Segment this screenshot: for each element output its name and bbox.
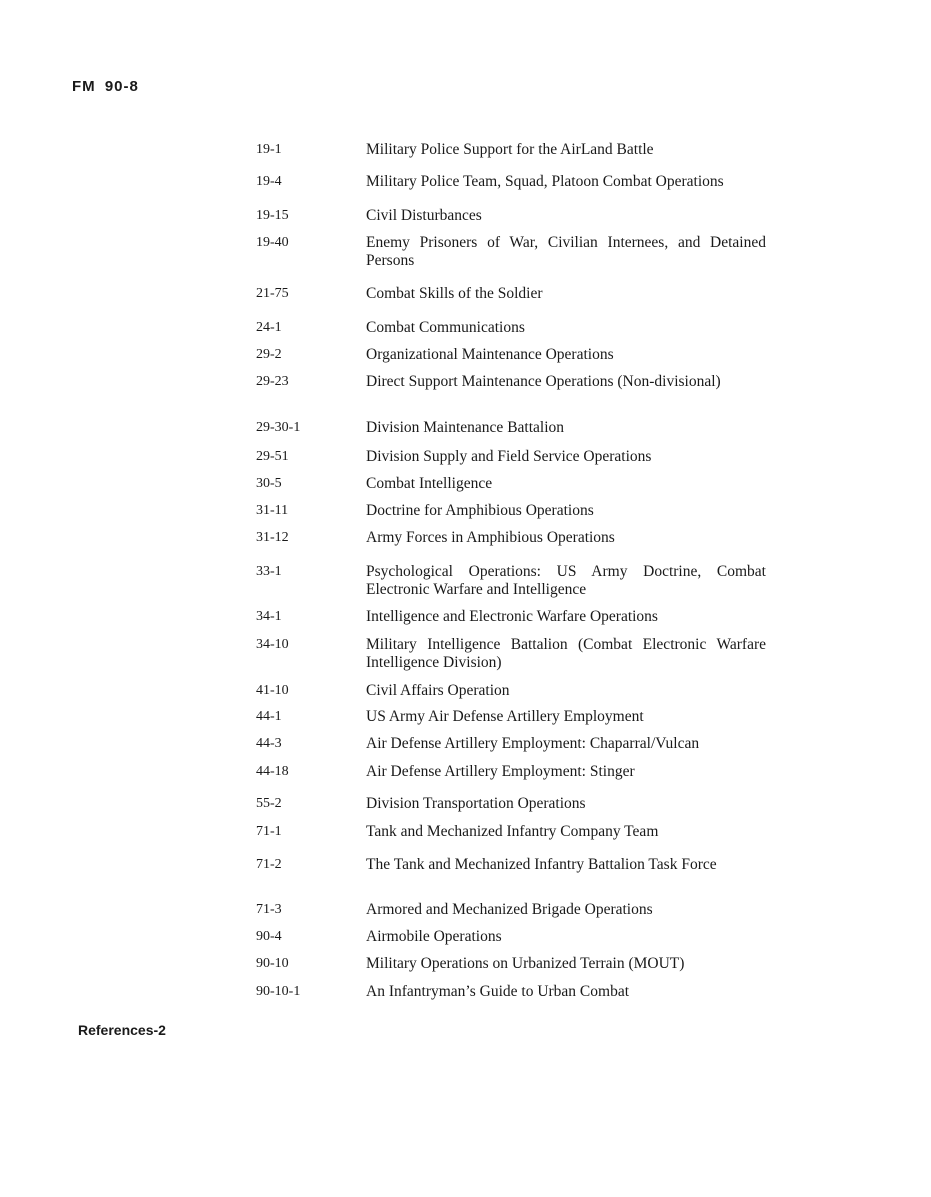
reference-title: Combat Communications [366, 319, 525, 336]
reference-title: Armored and Mechanized Brigade Operations [366, 901, 653, 918]
reference-title: Military Intelligence Battalion (Combat Electronic Warfare Intelligence Division) [366, 636, 766, 671]
reference-title: Division Transportation Operations [366, 795, 586, 812]
reference-number: 24-1 [256, 320, 282, 335]
reference-number: 44-3 [256, 736, 282, 751]
reference-title: The Tank and Mechanized Infantry Battalion Task Force [366, 856, 717, 873]
reference-number: 41-10 [256, 683, 289, 698]
page-header: FM 90-8 [72, 78, 139, 95]
reference-number: 90-4 [256, 929, 282, 944]
reference-title: Civil Disturbances [366, 207, 482, 224]
reference-title: Doctrine for Amphibious Operations [366, 502, 594, 519]
reference-number: 90-10 [256, 956, 289, 971]
reference-number: 90-10-1 [256, 984, 301, 999]
reference-number: 34-10 [256, 637, 289, 652]
reference-title: Combat Intelligence [366, 475, 493, 492]
reference-title: Air Defense Artillery Employment: Chaparral/Vulcan [366, 735, 700, 752]
reference-number: 71-2 [256, 857, 282, 872]
reference-title: Intelligence and Electronic Warfare Operations [366, 608, 658, 625]
reference-title: Military Police Support for the AirLand Battle [366, 141, 654, 158]
reference-title: Enemy Prisoners of War, Civilian Internees, and Detained Persons [366, 234, 766, 269]
reference-title: Direct Support Maintenance Operations (Non-divisional) [366, 373, 721, 390]
reference-number: 44-18 [256, 764, 289, 779]
reference-title: US Army Air Defense Artillery Employment [366, 708, 644, 725]
reference-number: 19-1 [256, 142, 282, 157]
reference-number: 33-1 [256, 564, 282, 579]
reference-number: 19-40 [256, 235, 289, 250]
reference-title: Army Forces in Amphibious Operations [366, 529, 615, 546]
reference-number: 29-30-1 [256, 420, 301, 435]
reference-number: 34-1 [256, 609, 282, 624]
reference-title: Division Maintenance Battalion [366, 419, 565, 436]
page-footer: References-2 [78, 1022, 166, 1038]
reference-number: 29-23 [256, 374, 289, 389]
reference-number: 21-75 [256, 286, 289, 301]
reference-number: 71-1 [256, 824, 282, 839]
reference-number: 29-2 [256, 347, 282, 362]
reference-number: 30-5 [256, 476, 282, 491]
reference-number: 44-1 [256, 709, 282, 724]
reference-title: Military Operations on Urbanized Terrain (MOUT) [366, 955, 685, 972]
reference-number: 31-11 [256, 503, 289, 518]
reference-title: Airmobile Operations [366, 928, 502, 945]
reference-title: Psychological Operations: US Army Doctrine, Combat Electronic Warfare and Intelligence [366, 563, 766, 598]
reference-title: Combat Skills of the Soldier [366, 285, 543, 302]
reference-title: Organizational Maintenance Operations [366, 346, 614, 363]
reference-title: Air Defense Artillery Employment: Stinger [366, 763, 635, 780]
reference-title: Tank and Mechanized Infantry Company Team [366, 823, 659, 840]
reference-number: 29-51 [256, 449, 289, 464]
reference-number: 19-4 [256, 174, 282, 189]
reference-number: 19-15 [256, 208, 289, 223]
reference-number: 31-12 [256, 530, 289, 545]
reference-number: 71-3 [256, 902, 282, 917]
reference-title: Division Supply and Field Service Operations [366, 448, 652, 465]
reference-title: Civil Affairs Operation [366, 682, 510, 699]
reference-number: 55-2 [256, 796, 282, 811]
reference-title: An Infantryman’s Guide to Urban Combat [366, 983, 630, 1000]
reference-title: Military Police Team, Squad, Platoon Combat Operations [366, 173, 724, 190]
